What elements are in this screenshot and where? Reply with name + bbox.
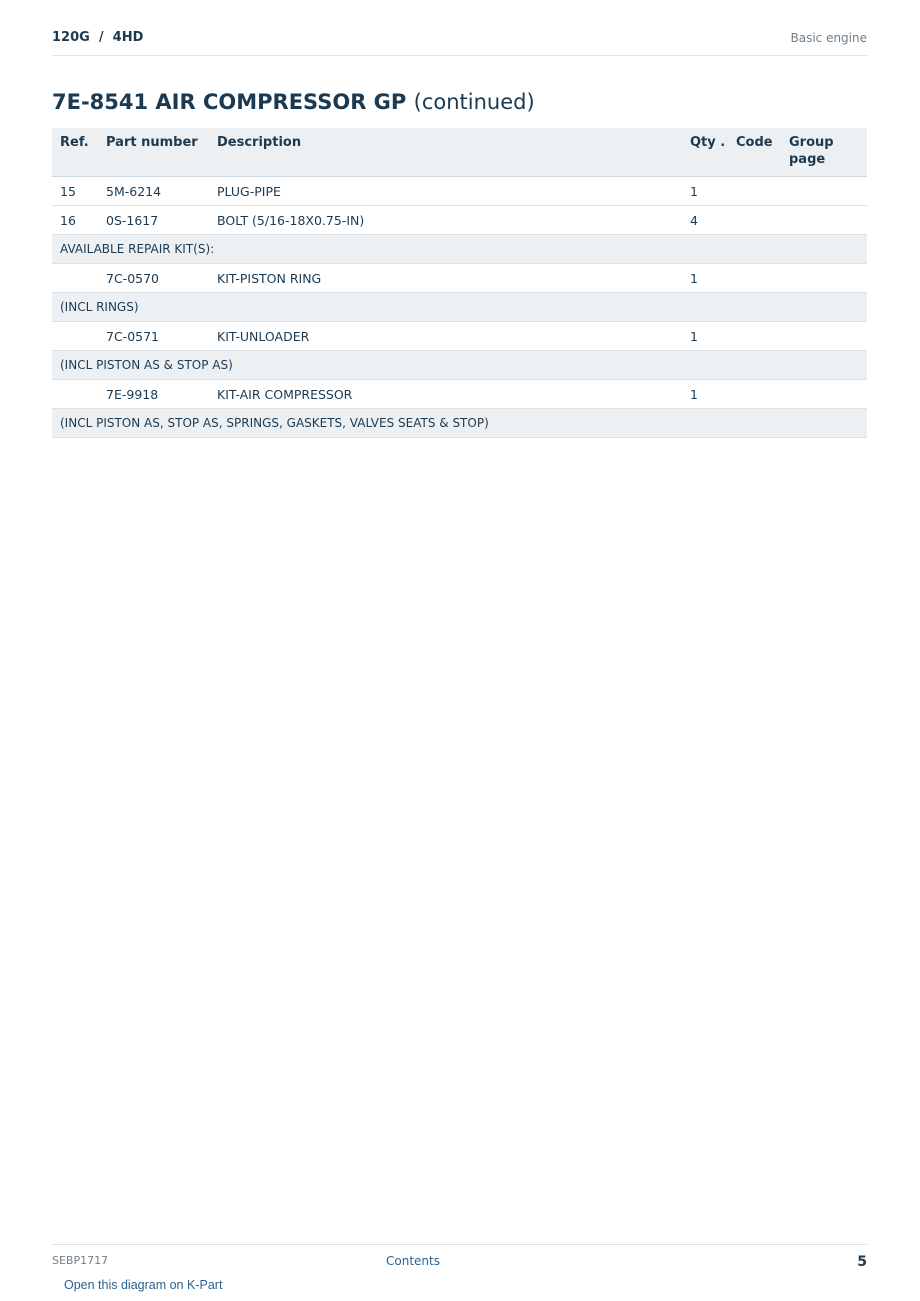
page-title	[52, 90, 535, 114]
cell-qty: 1	[682, 264, 728, 293]
note-text: (INCL RINGS)	[52, 293, 867, 322]
model-label: 120G / 4HD	[52, 30, 144, 45]
parts-table-body	[52, 177, 867, 438]
cell-group-page	[781, 177, 867, 206]
cell-code	[728, 177, 781, 206]
table-row	[52, 206, 867, 235]
cell-ref	[52, 264, 98, 293]
table-note-row	[52, 235, 867, 264]
table-row	[52, 264, 867, 293]
group-title: 7E-8541 AIR COMPRESSOR GP	[52, 90, 407, 114]
kpart-diagram-link[interactable]: Open this diagram on K-Part	[64, 1278, 223, 1292]
table-header-row	[52, 128, 867, 177]
document-id: SEBP1717	[52, 1254, 109, 1267]
col-header-code: Code	[728, 128, 781, 177]
cell-description: KIT-UNLOADER	[209, 322, 682, 351]
page-number: 5	[857, 1254, 867, 1270]
cell-code	[728, 322, 781, 351]
section-name: Basic engine	[790, 31, 867, 45]
cell-code	[728, 206, 781, 235]
table-row	[52, 177, 867, 206]
table-note-row	[52, 351, 867, 380]
cell-group-page	[781, 380, 867, 409]
cell-code	[728, 380, 781, 409]
cell-code	[728, 264, 781, 293]
table-row	[52, 322, 867, 351]
note-text: (INCL PISTON AS, STOP AS, SPRINGS, GASKETS, VALVES SEATS & STOP)	[52, 409, 867, 438]
cell-qty: 1	[682, 177, 728, 206]
col-header-ref: Ref.	[52, 128, 98, 177]
cell-part-number: 7C-0570	[98, 264, 209, 293]
cell-description: PLUG-PIPE	[209, 177, 682, 206]
cell-qty: 1	[682, 380, 728, 409]
cell-description: BOLT (5/16-18X0.75-IN)	[209, 206, 682, 235]
col-header-part-number: Part number	[98, 128, 209, 177]
cell-group-page	[781, 206, 867, 235]
continued-label: (continued)	[413, 90, 535, 114]
cell-group-page	[781, 322, 867, 351]
cell-ref	[52, 322, 98, 351]
cell-part-number: 5M-6214	[98, 177, 209, 206]
table-note-row	[52, 293, 867, 322]
page-header	[52, 28, 867, 56]
note-text: AVAILABLE REPAIR KIT(S):	[52, 235, 867, 264]
cell-description: KIT-AIR COMPRESSOR	[209, 380, 682, 409]
parts-table	[52, 128, 867, 438]
col-header-group-page: Group page	[781, 128, 867, 177]
table-row	[52, 380, 867, 409]
cell-qty: 4	[682, 206, 728, 235]
page-footer	[52, 1244, 867, 1301]
cell-ref: 16	[52, 206, 98, 235]
cell-part-number: 0S-1617	[98, 206, 209, 235]
cell-part-number: 7E-9918	[98, 380, 209, 409]
contents-link[interactable]: Contents	[386, 1254, 440, 1268]
col-header-qty: Qty .	[682, 128, 728, 177]
col-header-description: Description	[209, 128, 682, 177]
cell-description: KIT-PISTON RING	[209, 264, 682, 293]
note-text: (INCL PISTON AS & STOP AS)	[52, 351, 867, 380]
cell-qty: 1	[682, 322, 728, 351]
cell-part-number: 7C-0571	[98, 322, 209, 351]
table-note-row	[52, 409, 867, 438]
cell-group-page	[781, 264, 867, 293]
cell-ref: 15	[52, 177, 98, 206]
cell-ref	[52, 380, 98, 409]
